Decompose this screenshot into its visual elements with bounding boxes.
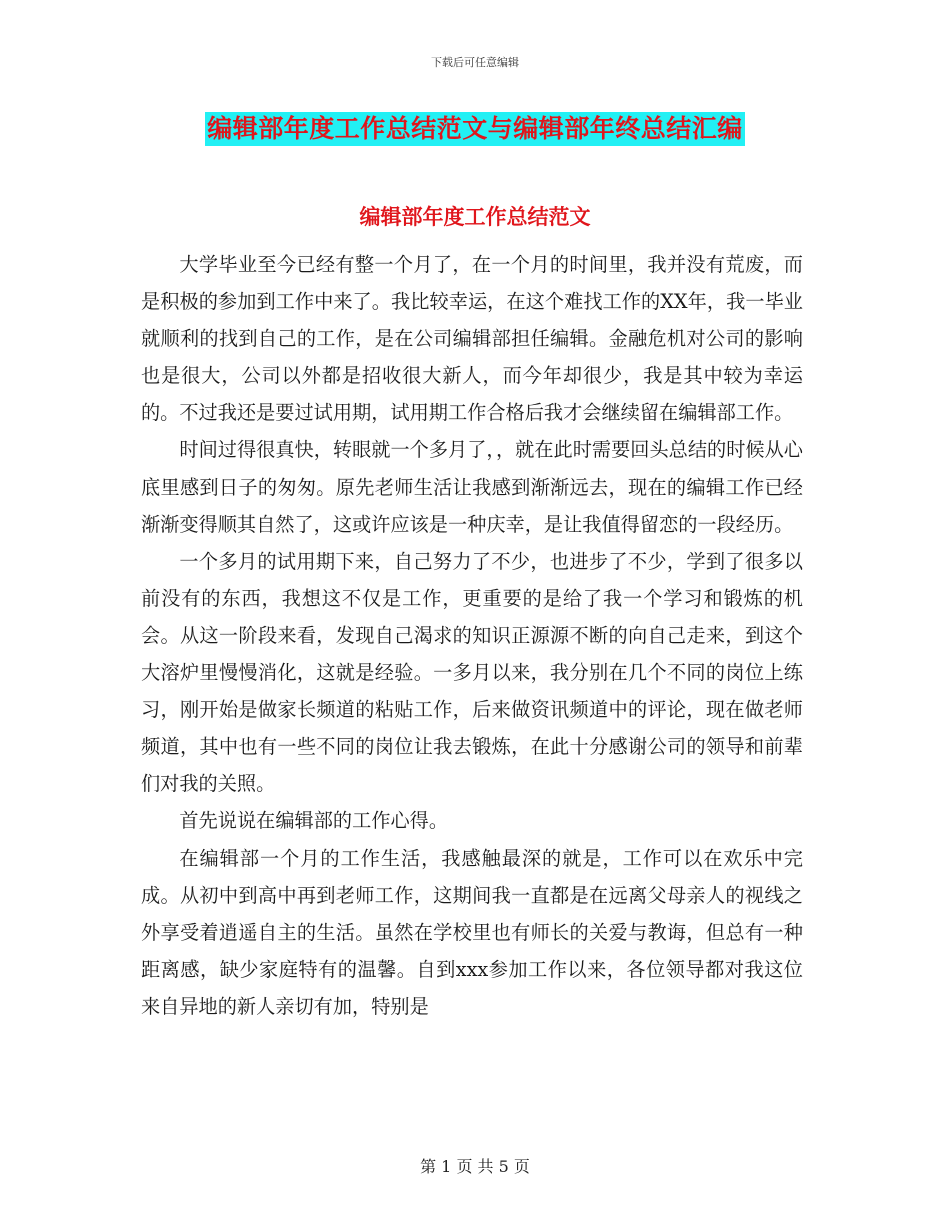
page-header-note: 下载后可任意编辑 — [431, 56, 519, 69]
document-title: 编辑部年度工作总结范文与编辑部年终总结汇编 — [205, 112, 745, 146]
paragraph: 首先说说在编辑部的工作心得。 — [179, 809, 449, 833]
document-body — [141, 246, 803, 1025]
paragraph: 在编辑部一个月的工作生活，我感触最深的就是，工作可以在欢乐中完成。从初中到高中再到老师工作，这期间我一直都是在远离父母亲人的视线之外享受着逍遥自主的生活。虽然在学校里也有师长的关爱与教诲，但总有一种距离感，缺少家庭特有的温馨。自到xxx参加工作以来，各位领导都对我这位来自异地的新人亲切有加，特别是 — [141, 846, 803, 1018]
section-title: 编辑部年度工作总结范文 — [359, 204, 591, 229]
paragraph: 一个多月的试用期下来，自己努力了不少，也进步了不少，学到了很多以前没有的东西，我想这不仅是工作，更重要的是给了我一个学习和锻炼的机会。从这一阶段来看，发现自己渴求的知识正源源不断的向自己走来，到这个大溶炉里慢慢消化，这就是经验。一多月以来，我分别在几个不同的岗位上练习，刚开始是做家长频道的粘贴工作，后来做资讯频道中的评论，现在做老师频道，其中也有一些不同的岗位让我去锻炼，在此十分感谢公司的领导和前辈们对我的关照。 — [141, 549, 803, 796]
paragraph: 时间过得很真快，转眼就一个多月了，，就在此时需要回头总结的时候从心底里感到日子的匆匆。原先老师生活让我感到渐渐远去，现在的编辑工作已经渐渐变得顺其自然了，这或许应该是一种庆幸，是让我值得留恋的一段经历。 — [141, 438, 803, 536]
document-title-container — [0, 112, 950, 146]
page-number-footer: 第 1 页 共 5 页 — [420, 1157, 530, 1176]
paragraph: 大学毕业至今已经有整一个月了，在一个月的时间里，我并没有荒废，而是积极的参加到工作中来了。我比较幸运，在这个难找工作的XX年，我一毕业就顺利的找到自己的工作，是在公司编辑部担任编辑。金融危机对公司的影响也是很大，公司以外都是招收很大新人，而今年却很少，我是其中较为幸运的。不过我还是要过试用期，试用期工作合格后我才会继续留在编辑部工作。 — [141, 253, 803, 425]
